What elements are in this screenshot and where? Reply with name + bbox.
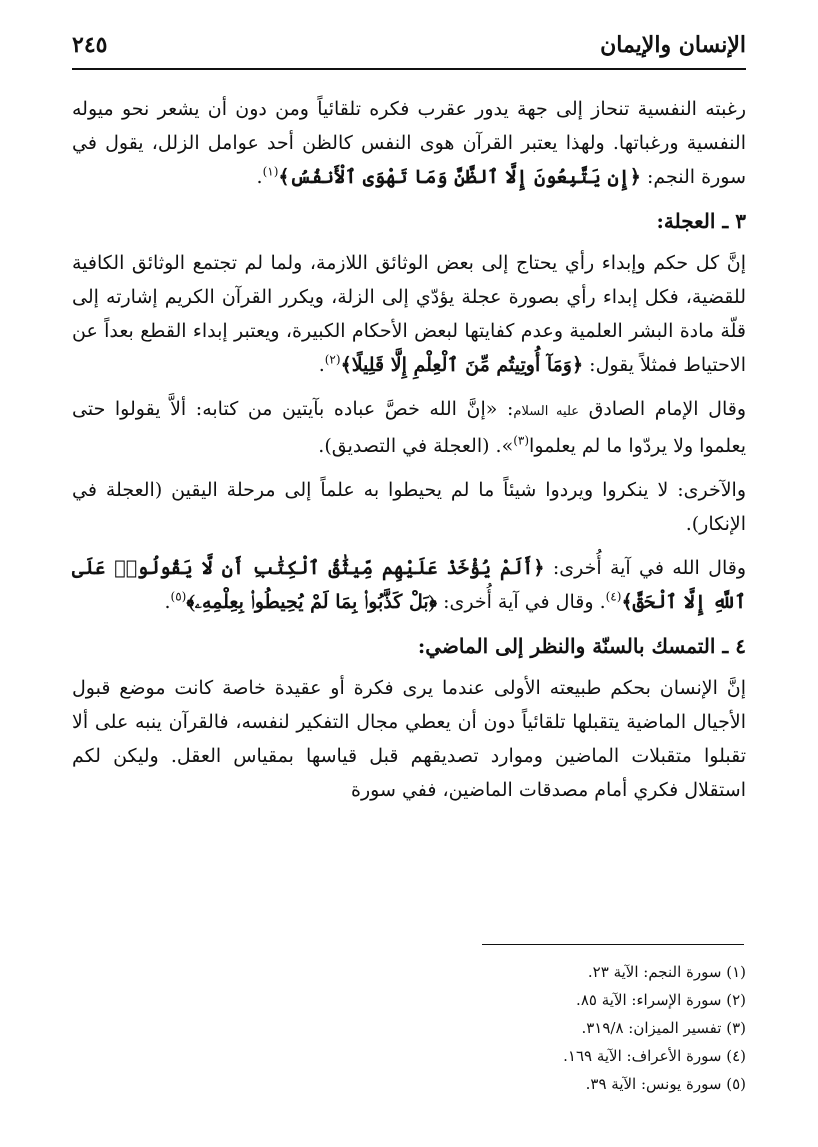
footnote-ref-3: (٣) bbox=[513, 433, 530, 448]
paragraph-2-end: . bbox=[318, 354, 325, 376]
quran-verse-4: ﴿أَلَمْ يُؤْخَذْ عَلَيْهِم مِّيثَٰقُ ٱلْكِتَٰبِ أَن لَّا يَقُولُوا۟ عَلَى ٱللَّهِ إِلَّا ٱلْحَقَّ﴾ bbox=[72, 557, 746, 613]
paragraph-3-text-3: ». (العجلة في التصديق). bbox=[318, 435, 514, 457]
footnote-5: (٥) سورة يونس: الآية ٣٩. bbox=[585, 1075, 746, 1093]
footnote-ref-4: (٤) bbox=[605, 589, 622, 604]
footnote-divider bbox=[482, 944, 744, 945]
paragraph-1 bbox=[72, 92, 746, 194]
paragraph-2-text: إنَّ كل حكم وإبداء رأي يحتاج إلى بعض الوثائق اللازمة، ولما لم تجتمع الوثائق الكافية للقضية، فكل إبداء رأي بصورة عجلة يؤدّي إلى الزلة، ويكرر القرآن الكريم إشارته إلى قلّة مادة البشر العلمية وعدم كفايتها لبعض الأحكام الكبيرة، ويعتبر إبداء القطع بعداً عن الاحتياط فمثلاً يقول: bbox=[72, 252, 746, 376]
paragraph-3-text-1: وقال الإمام الصادق bbox=[579, 398, 746, 420]
section-heading-4: ٤ ـ التمسك بالسنّة والنظر إلى الماضي: bbox=[417, 634, 746, 658]
quran-verse-1: ﴿إِن يَتَّبِعُونَ إِلَّا ٱلظَّنَّ وَمَا تَهْوَى ٱلْأَنفُسُ﴾ bbox=[278, 166, 641, 188]
paragraph-5 bbox=[72, 551, 746, 619]
paragraph-1-text: رغبته النفسية تنحاز إلى جهة يدور عقرب فكره تلقائياً ومن دون أن يشعر نحو ميوله النفسية ورغباتها. ولهذا يعتبر القرآن هوى النفس كالظن أحد عوامل الزلل، يقول في سورة النجم: bbox=[72, 98, 746, 188]
book-title: الإنسان والإيمان bbox=[600, 32, 746, 58]
paragraph-6: إنَّ الإنسان بحكم طبيعته الأولى عندما يرى فكرة أو عقيدة خاصة كانت موضع قبول الأجيال الماضية يتقبلها تلقائياً دون أن يعطي مجال التفكير لنفسه، فالقرآن ينبه على ألا تقبلوا متقبلات الماضين وموارد تصديقهم قبل قياسها بمقياس العقل. وليكن لكم استقلال فكري أمام مصدقات الماضين، ففي سورة bbox=[72, 677, 746, 801]
footnote-ref-5: (٥) bbox=[170, 589, 187, 604]
footnote-3: (٣) تفسير الميزان: ٣١٩/٨. bbox=[581, 1019, 746, 1037]
footnote-2: (٢) سورة الإسراء: الآية ٨٥. bbox=[576, 991, 746, 1009]
footnote-4: (٤) سورة الأعراف: الآية ١٦٩. bbox=[563, 1047, 746, 1065]
quran-verse-5: ﴿بَلْ كَذَّبُوا۟ بِمَا لَمْ يُحِيطُوا۟ بِعِلْمِهِۦ﴾ bbox=[186, 591, 438, 613]
section-heading-3: ٣ ـ العجلة: bbox=[656, 209, 746, 233]
footnotes bbox=[326, 958, 746, 1098]
page-number: ٢٤٥ bbox=[72, 32, 108, 58]
paragraph-5-text-2: . وقال في آية أُخرى: bbox=[437, 591, 606, 613]
paragraph-3-text-2: : «إنَّ الله خصَّ عباده بآيتين من كتابه: ألاَّ يقولوا حتى يعلموا ولا يردّوا ما لم يعلموا bbox=[72, 398, 746, 457]
paragraph-4: والآخرى: لا ينكروا ويردوا شيئاً ما لم يحيطوا به علماً إلى مرحلة اليقين (العجلة في الإنكار). bbox=[72, 479, 746, 535]
footnote-ref-2: (٢) bbox=[324, 352, 341, 367]
paragraph-5-end: . bbox=[164, 591, 171, 613]
running-header bbox=[72, 22, 746, 70]
paragraph-2 bbox=[72, 246, 746, 382]
footnote-ref-1: (١) bbox=[262, 164, 279, 179]
page-body bbox=[72, 92, 746, 817]
paragraph-3 bbox=[72, 392, 746, 463]
quran-verse-2: ﴿وَمَآ أُوتِيتُم مِّنَ ٱلْعِلْمِ إِلَّا قَلِيلًا﴾ bbox=[340, 354, 584, 376]
footnote-1: (١) سورة النجم: الآية ٢٣. bbox=[587, 963, 746, 981]
paragraph-1-end: . bbox=[256, 166, 263, 188]
paragraph-5-text-1: وقال الله في آية أُخرى: bbox=[544, 557, 747, 579]
honorific-symbol: عليه السلام bbox=[513, 404, 579, 419]
